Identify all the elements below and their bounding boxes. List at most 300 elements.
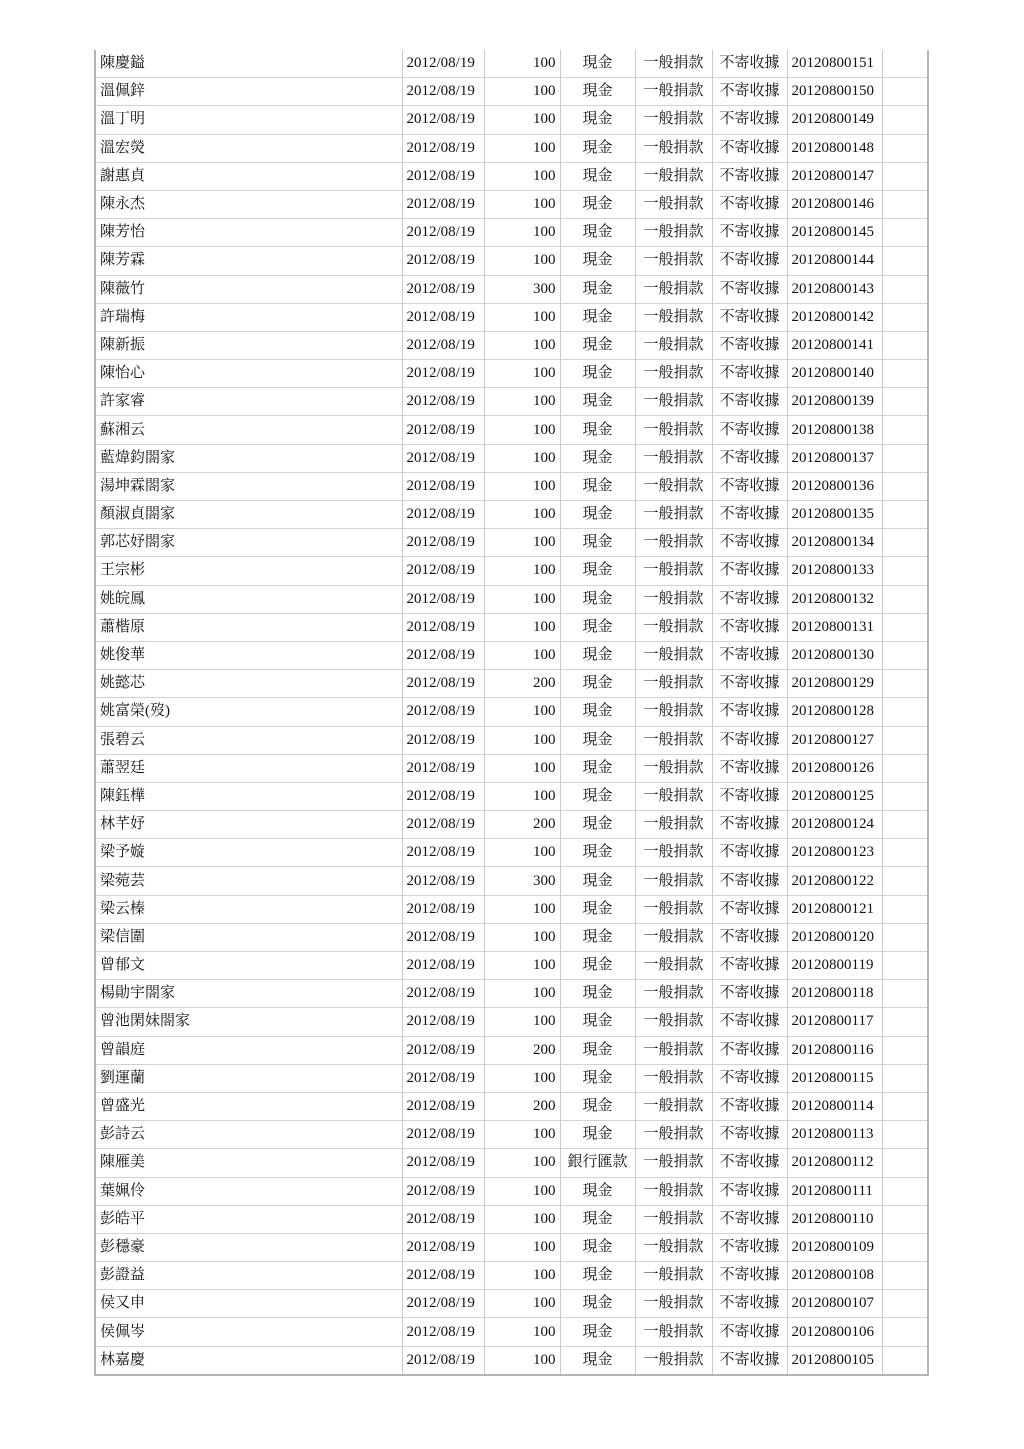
payment-method-cell: 現金 [560, 1262, 635, 1290]
donation-date-cell: 2012/08/19 [402, 782, 484, 810]
donor-name-cell: 林芊妤 [95, 811, 402, 839]
receipt-number-cell: 20120800132 [787, 585, 882, 613]
payment-method-cell: 現金 [560, 501, 635, 529]
donation-type-cell: 一般捐款 [635, 1036, 712, 1064]
receipt-option-cell: 不寄收據 [712, 641, 787, 669]
donation-date-cell: 2012/08/19 [402, 78, 484, 106]
receipt-option-cell: 不寄收據 [712, 388, 787, 416]
donation-amount-cell: 100 [484, 1205, 560, 1233]
table-row [95, 501, 928, 529]
receipt-number-cell: 20120800136 [787, 472, 882, 500]
donation-date-cell: 2012/08/19 [402, 134, 484, 162]
receipt-option-cell: 不寄收據 [712, 1346, 787, 1375]
payment-method-cell: 現金 [560, 219, 635, 247]
payment-method-cell: 現金 [560, 472, 635, 500]
table-row [95, 613, 928, 641]
donation-amount-cell: 100 [484, 613, 560, 641]
donation-type-cell: 一般捐款 [635, 331, 712, 359]
payment-method-cell: 現金 [560, 50, 635, 78]
donation-amount-cell: 100 [484, 923, 560, 951]
donation-date-cell: 2012/08/19 [402, 923, 484, 951]
donation-date-cell: 2012/08/19 [402, 641, 484, 669]
table-row [95, 1149, 928, 1177]
empty-cell [882, 698, 928, 726]
donation-type-cell: 一般捐款 [635, 78, 712, 106]
donor-name-cell: 劉運蘭 [95, 1064, 402, 1092]
donation-date-cell: 2012/08/19 [402, 1205, 484, 1233]
donation-amount-cell: 200 [484, 670, 560, 698]
donation-date-cell: 2012/08/19 [402, 1036, 484, 1064]
donation-amount-cell: 100 [484, 1233, 560, 1261]
donation-date-cell: 2012/08/19 [402, 895, 484, 923]
payment-method-cell: 現金 [560, 782, 635, 810]
donation-table [94, 50, 929, 1376]
donor-name-cell: 彭穩豪 [95, 1233, 402, 1261]
payment-method-cell: 現金 [560, 388, 635, 416]
donor-name-cell: 陳雁美 [95, 1149, 402, 1177]
donation-amount-cell: 100 [484, 1008, 560, 1036]
receipt-number-cell: 20120800111 [787, 1177, 882, 1205]
donation-date-cell: 2012/08/19 [402, 698, 484, 726]
receipt-number-cell: 20120800129 [787, 670, 882, 698]
donation-type-cell: 一般捐款 [635, 388, 712, 416]
receipt-number-cell: 20120800142 [787, 303, 882, 331]
donor-name-cell: 彭證益 [95, 1262, 402, 1290]
payment-method-cell: 現金 [560, 1121, 635, 1149]
donation-date-cell: 2012/08/19 [402, 1346, 484, 1375]
table-row [95, 360, 928, 388]
donation-amount-cell: 200 [484, 1092, 560, 1120]
donation-amount-cell: 100 [484, 134, 560, 162]
receipt-number-cell: 20120800137 [787, 444, 882, 472]
receipt-number-cell: 20120800122 [787, 867, 882, 895]
receipt-option-cell: 不寄收據 [712, 1149, 787, 1177]
donation-type-cell: 一般捐款 [635, 1290, 712, 1318]
donation-date-cell: 2012/08/19 [402, 1233, 484, 1261]
empty-cell [882, 1008, 928, 1036]
donation-amount-cell: 200 [484, 811, 560, 839]
table-row [95, 50, 928, 78]
table-row [95, 585, 928, 613]
donation-type-cell: 一般捐款 [635, 529, 712, 557]
donor-name-cell: 湯坤霖閤家 [95, 472, 402, 500]
receipt-number-cell: 20120800144 [787, 247, 882, 275]
donation-type-cell: 一般捐款 [635, 1233, 712, 1261]
donor-name-cell: 曾韻庭 [95, 1036, 402, 1064]
empty-cell [882, 501, 928, 529]
receipt-option-cell: 不寄收據 [712, 613, 787, 641]
payment-method-cell: 現金 [560, 895, 635, 923]
table-row [95, 641, 928, 669]
donation-type-cell: 一般捐款 [635, 923, 712, 951]
donation-type-cell: 一般捐款 [635, 1064, 712, 1092]
donor-name-cell: 楊勛宇閤家 [95, 980, 402, 1008]
donation-type-cell: 一般捐款 [635, 839, 712, 867]
donation-type-cell: 一般捐款 [635, 895, 712, 923]
donor-name-cell: 許瑞梅 [95, 303, 402, 331]
empty-cell [882, 106, 928, 134]
receipt-number-cell: 20120800149 [787, 106, 882, 134]
receipt-option-cell: 不寄收據 [712, 472, 787, 500]
receipt-option-cell: 不寄收據 [712, 1036, 787, 1064]
empty-cell [882, 1177, 928, 1205]
payment-method-cell: 現金 [560, 1092, 635, 1120]
receipt-number-cell: 20120800113 [787, 1121, 882, 1149]
table-row [95, 557, 928, 585]
receipt-option-cell: 不寄收據 [712, 303, 787, 331]
receipt-number-cell: 20120800147 [787, 162, 882, 190]
donation-date-cell: 2012/08/19 [402, 106, 484, 134]
donation-amount-cell: 100 [484, 106, 560, 134]
donation-type-cell: 一般捐款 [635, 444, 712, 472]
receipt-option-cell: 不寄收據 [712, 331, 787, 359]
receipt-option-cell: 不寄收據 [712, 219, 787, 247]
empty-cell [882, 388, 928, 416]
donation-amount-cell: 100 [484, 331, 560, 359]
table-row [95, 275, 928, 303]
table-row [95, 1346, 928, 1375]
table-row [95, 134, 928, 162]
donation-date-cell: 2012/08/19 [402, 1290, 484, 1318]
receipt-number-cell: 20120800117 [787, 1008, 882, 1036]
donor-name-cell: 梁信圍 [95, 923, 402, 951]
receipt-number-cell: 20120800143 [787, 275, 882, 303]
receipt-number-cell: 20120800123 [787, 839, 882, 867]
donation-date-cell: 2012/08/19 [402, 754, 484, 782]
donor-name-cell: 林嘉慶 [95, 1346, 402, 1375]
table-row [95, 754, 928, 782]
donor-name-cell: 梁菀芸 [95, 867, 402, 895]
empty-cell [882, 923, 928, 951]
donation-amount-cell: 100 [484, 360, 560, 388]
payment-method-cell: 現金 [560, 867, 635, 895]
empty-cell [882, 50, 928, 78]
donor-name-cell: 蕭翌廷 [95, 754, 402, 782]
receipt-option-cell: 不寄收據 [712, 923, 787, 951]
table-row [95, 162, 928, 190]
receipt-option-cell: 不寄收據 [712, 726, 787, 754]
empty-cell [882, 331, 928, 359]
donation-type-cell: 一般捐款 [635, 1262, 712, 1290]
donor-name-cell: 梁予嫙 [95, 839, 402, 867]
donation-date-cell: 2012/08/19 [402, 247, 484, 275]
payment-method-cell: 現金 [560, 557, 635, 585]
receipt-option-cell: 不寄收據 [712, 1121, 787, 1149]
receipt-number-cell: 20120800119 [787, 952, 882, 980]
donation-date-cell: 2012/08/19 [402, 1121, 484, 1149]
receipt-number-cell: 20120800139 [787, 388, 882, 416]
donation-amount-cell: 100 [484, 1177, 560, 1205]
receipt-option-cell: 不寄收據 [712, 416, 787, 444]
table-row [95, 980, 928, 1008]
receipt-option-cell: 不寄收據 [712, 529, 787, 557]
table-row [95, 1205, 928, 1233]
receipt-option-cell: 不寄收據 [712, 275, 787, 303]
empty-cell [882, 1205, 928, 1233]
donor-name-cell: 蕭楷原 [95, 613, 402, 641]
donation-type-cell: 一般捐款 [635, 698, 712, 726]
donation-amount-cell: 100 [484, 501, 560, 529]
receipt-option-cell: 不寄收據 [712, 670, 787, 698]
receipt-option-cell: 不寄收據 [712, 78, 787, 106]
receipt-number-cell: 20120800148 [787, 134, 882, 162]
receipt-number-cell: 20120800126 [787, 754, 882, 782]
donation-type-cell: 一般捐款 [635, 275, 712, 303]
payment-method-cell: 現金 [560, 698, 635, 726]
donation-amount-cell: 100 [484, 1121, 560, 1149]
donation-type-cell: 一般捐款 [635, 190, 712, 218]
donation-type-cell: 一般捐款 [635, 952, 712, 980]
donation-date-cell: 2012/08/19 [402, 952, 484, 980]
donation-date-cell: 2012/08/19 [402, 613, 484, 641]
table-row [95, 1318, 928, 1346]
empty-cell [882, 303, 928, 331]
table-row [95, 839, 928, 867]
donor-name-cell: 梁云榛 [95, 895, 402, 923]
receipt-number-cell: 20120800115 [787, 1064, 882, 1092]
table-row [95, 726, 928, 754]
donor-name-cell: 王宗彬 [95, 557, 402, 585]
empty-cell [882, 1233, 928, 1261]
receipt-option-cell: 不寄收據 [712, 557, 787, 585]
donation-amount-cell: 100 [484, 557, 560, 585]
donation-type-cell: 一般捐款 [635, 811, 712, 839]
donation-date-cell: 2012/08/19 [402, 867, 484, 895]
receipt-number-cell: 20120800106 [787, 1318, 882, 1346]
payment-method-cell: 現金 [560, 1290, 635, 1318]
table-row [95, 444, 928, 472]
payment-method-cell: 現金 [560, 331, 635, 359]
donation-type-cell: 一般捐款 [635, 472, 712, 500]
empty-cell [882, 416, 928, 444]
receipt-option-cell: 不寄收據 [712, 811, 787, 839]
payment-method-cell: 現金 [560, 1233, 635, 1261]
donation-date-cell: 2012/08/19 [402, 360, 484, 388]
receipt-option-cell: 不寄收據 [712, 1064, 787, 1092]
payment-method-cell: 現金 [560, 303, 635, 331]
table-row [95, 78, 928, 106]
donation-type-cell: 一般捐款 [635, 1149, 712, 1177]
donation-date-cell: 2012/08/19 [402, 1262, 484, 1290]
empty-cell [882, 1092, 928, 1120]
donor-name-cell: 彭皓平 [95, 1205, 402, 1233]
receipt-number-cell: 20120800151 [787, 50, 882, 78]
empty-cell [882, 754, 928, 782]
donation-amount-cell: 200 [484, 1036, 560, 1064]
receipt-number-cell: 20120800150 [787, 78, 882, 106]
empty-cell [882, 134, 928, 162]
donation-date-cell: 2012/08/19 [402, 670, 484, 698]
table-row [95, 303, 928, 331]
table-row [95, 472, 928, 500]
donation-amount-cell: 100 [484, 162, 560, 190]
donation-type-cell: 一般捐款 [635, 867, 712, 895]
empty-cell [882, 1290, 928, 1318]
empty-cell [882, 557, 928, 585]
receipt-option-cell: 不寄收據 [712, 50, 787, 78]
donation-type-cell: 一般捐款 [635, 247, 712, 275]
donation-type-cell: 一般捐款 [635, 754, 712, 782]
donor-name-cell: 侯又申 [95, 1290, 402, 1318]
payment-method-cell: 現金 [560, 162, 635, 190]
payment-method-cell: 現金 [560, 726, 635, 754]
donation-type-cell: 一般捐款 [635, 641, 712, 669]
donation-date-cell: 2012/08/19 [402, 472, 484, 500]
donation-type-cell: 一般捐款 [635, 1092, 712, 1120]
donation-amount-cell: 100 [484, 782, 560, 810]
receipt-option-cell: 不寄收據 [712, 1205, 787, 1233]
donor-name-cell: 溫宏熒 [95, 134, 402, 162]
receipt-number-cell: 20120800107 [787, 1290, 882, 1318]
donation-type-cell: 一般捐款 [635, 106, 712, 134]
receipt-option-cell: 不寄收據 [712, 1177, 787, 1205]
payment-method-cell: 現金 [560, 360, 635, 388]
donation-amount-cell: 100 [484, 1149, 560, 1177]
donor-name-cell: 陳新振 [95, 331, 402, 359]
donor-name-cell: 曾池閑妹閤家 [95, 1008, 402, 1036]
receipt-number-cell: 20120800127 [787, 726, 882, 754]
empty-cell [882, 839, 928, 867]
receipt-number-cell: 20120800134 [787, 529, 882, 557]
donation-date-cell: 2012/08/19 [402, 811, 484, 839]
donor-name-cell: 溫佩鋅 [95, 78, 402, 106]
donation-amount-cell: 100 [484, 698, 560, 726]
table-row [95, 923, 928, 951]
donor-name-cell: 陳芳怡 [95, 219, 402, 247]
payment-method-cell: 現金 [560, 1318, 635, 1346]
donor-name-cell: 姚富榮(歿) [95, 698, 402, 726]
receipt-number-cell: 20120800133 [787, 557, 882, 585]
donation-type-cell: 一般捐款 [635, 1205, 712, 1233]
donation-amount-cell: 100 [484, 529, 560, 557]
donation-amount-cell: 300 [484, 867, 560, 895]
payment-method-cell: 現金 [560, 1177, 635, 1205]
donation-amount-cell: 100 [484, 50, 560, 78]
table-row [95, 529, 928, 557]
receipt-number-cell: 20120800128 [787, 698, 882, 726]
donation-amount-cell: 100 [484, 219, 560, 247]
table-row [95, 1121, 928, 1149]
donation-type-cell: 一般捐款 [635, 360, 712, 388]
empty-cell [882, 1262, 928, 1290]
donation-date-cell: 2012/08/19 [402, 726, 484, 754]
receipt-number-cell: 20120800125 [787, 782, 882, 810]
empty-cell [882, 1121, 928, 1149]
payment-method-cell: 現金 [560, 670, 635, 698]
donation-type-cell: 一般捐款 [635, 670, 712, 698]
table-row [95, 388, 928, 416]
receipt-number-cell: 20120800105 [787, 1346, 882, 1375]
donation-date-cell: 2012/08/19 [402, 585, 484, 613]
donor-name-cell: 陳薇竹 [95, 275, 402, 303]
donation-date-cell: 2012/08/19 [402, 303, 484, 331]
receipt-option-cell: 不寄收據 [712, 1233, 787, 1261]
table-row [95, 1092, 928, 1120]
donation-date-cell: 2012/08/19 [402, 1064, 484, 1092]
empty-cell [882, 472, 928, 500]
receipt-option-cell: 不寄收據 [712, 1318, 787, 1346]
donation-date-cell: 2012/08/19 [402, 501, 484, 529]
empty-cell [882, 895, 928, 923]
donation-date-cell: 2012/08/19 [402, 388, 484, 416]
donor-name-cell: 張碧云 [95, 726, 402, 754]
receipt-option-cell: 不寄收據 [712, 867, 787, 895]
receipt-option-cell: 不寄收據 [712, 952, 787, 980]
donation-amount-cell: 100 [484, 190, 560, 218]
empty-cell [882, 360, 928, 388]
donation-amount-cell: 100 [484, 641, 560, 669]
donation-amount-cell: 100 [484, 388, 560, 416]
receipt-number-cell: 20120800116 [787, 1036, 882, 1064]
donation-amount-cell: 100 [484, 1346, 560, 1375]
receipt-option-cell: 不寄收據 [712, 106, 787, 134]
receipt-option-cell: 不寄收據 [712, 585, 787, 613]
donation-ledger-page [94, 50, 927, 1376]
table-row [95, 416, 928, 444]
donation-type-cell: 一般捐款 [635, 980, 712, 1008]
table-row [95, 867, 928, 895]
donor-name-cell: 蘇湘云 [95, 416, 402, 444]
receipt-option-cell: 不寄收據 [712, 1262, 787, 1290]
donor-name-cell: 葉姵伶 [95, 1177, 402, 1205]
donation-type-cell: 一般捐款 [635, 416, 712, 444]
payment-method-cell: 現金 [560, 247, 635, 275]
donation-date-cell: 2012/08/19 [402, 529, 484, 557]
empty-cell [882, 190, 928, 218]
donation-amount-cell: 100 [484, 78, 560, 106]
donation-date-cell: 2012/08/19 [402, 1177, 484, 1205]
payment-method-cell: 現金 [560, 1064, 635, 1092]
donor-name-cell: 謝惠貞 [95, 162, 402, 190]
payment-method-cell: 現金 [560, 444, 635, 472]
donation-amount-cell: 100 [484, 1064, 560, 1092]
donation-type-cell: 一般捐款 [635, 1008, 712, 1036]
donation-date-cell: 2012/08/19 [402, 839, 484, 867]
donation-type-cell: 一般捐款 [635, 134, 712, 162]
receipt-option-cell: 不寄收據 [712, 895, 787, 923]
donor-name-cell: 藍煒鈞閤家 [95, 444, 402, 472]
donor-name-cell: 彭詩云 [95, 1121, 402, 1149]
receipt-number-cell: 20120800130 [787, 641, 882, 669]
empty-cell [882, 1318, 928, 1346]
donation-date-cell: 2012/08/19 [402, 190, 484, 218]
payment-method-cell: 現金 [560, 78, 635, 106]
receipt-number-cell: 20120800120 [787, 923, 882, 951]
receipt-option-cell: 不寄收據 [712, 190, 787, 218]
table-row [95, 219, 928, 247]
empty-cell [882, 585, 928, 613]
payment-method-cell: 現金 [560, 190, 635, 218]
donor-name-cell: 侯佩岑 [95, 1318, 402, 1346]
empty-cell [882, 444, 928, 472]
table-row [95, 1064, 928, 1092]
donation-date-cell: 2012/08/19 [402, 1092, 484, 1120]
payment-method-cell: 現金 [560, 1036, 635, 1064]
payment-method-cell: 現金 [560, 416, 635, 444]
empty-cell [882, 952, 928, 980]
receipt-number-cell: 20120800131 [787, 613, 882, 641]
receipt-option-cell: 不寄收據 [712, 360, 787, 388]
receipt-option-cell: 不寄收據 [712, 444, 787, 472]
receipt-option-cell: 不寄收據 [712, 1092, 787, 1120]
donor-name-cell: 陳芳霖 [95, 247, 402, 275]
donor-name-cell: 陳慶鎰 [95, 50, 402, 78]
receipt-option-cell: 不寄收據 [712, 1290, 787, 1318]
donor-name-cell: 郭芯妤閤家 [95, 529, 402, 557]
donation-type-cell: 一般捐款 [635, 585, 712, 613]
table-row [95, 1262, 928, 1290]
donation-amount-cell: 100 [484, 303, 560, 331]
